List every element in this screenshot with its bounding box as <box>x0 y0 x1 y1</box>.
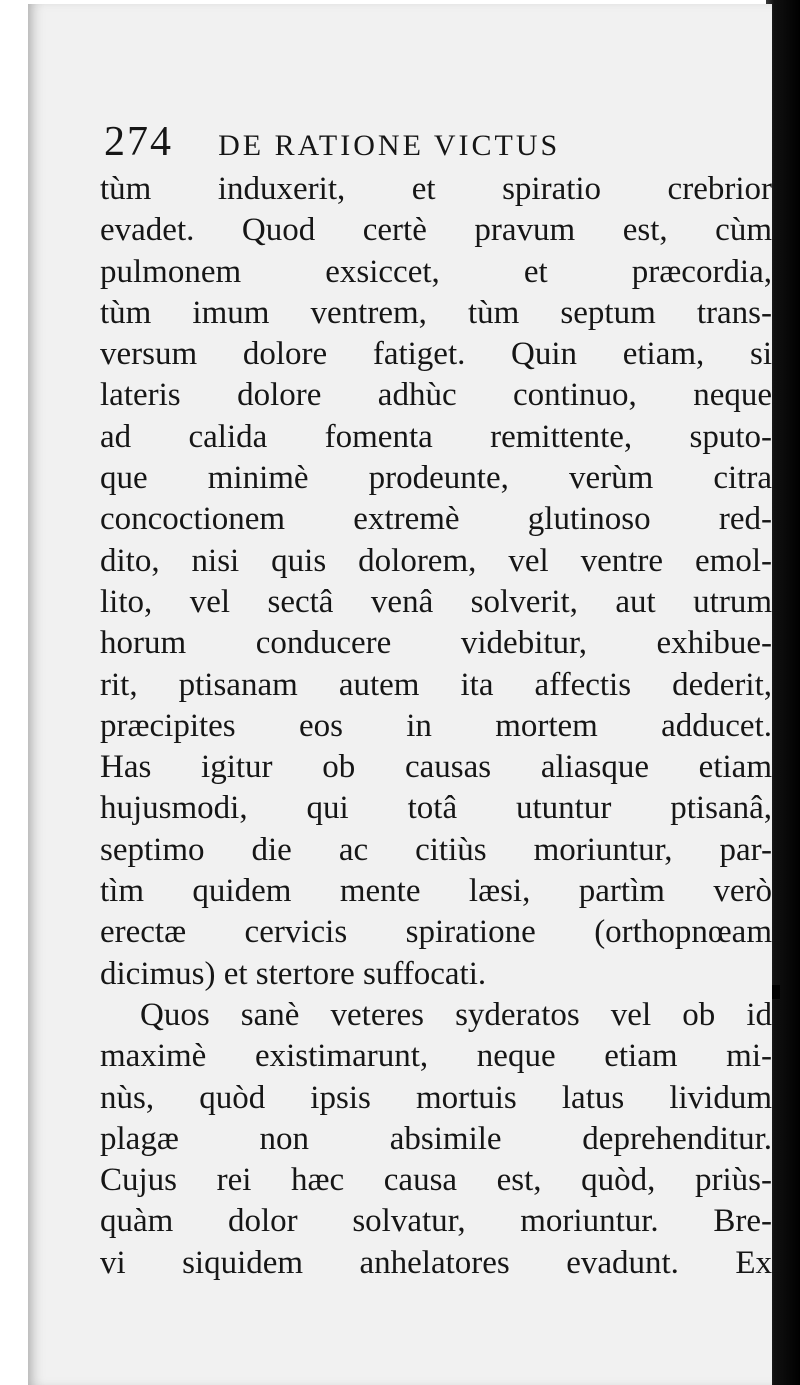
text-line: evadet. Quod certè pravum est, cùm <box>100 212 772 249</box>
text-line: lateris dolore adhùc continuo, neque <box>100 377 772 414</box>
text-line: dicimus) et stertore suffocati. <box>100 955 487 992</box>
paragraph-1 <box>100 169 772 995</box>
text-line: præcipites eos in mortem adducet. <box>100 707 772 744</box>
text-line: lito, vel sectâ venâ solverit, aut utrum <box>100 583 772 620</box>
text-line: quàm dolor solvatur, moriuntur. Bre- <box>100 1203 772 1240</box>
text-line: Quos sanè veteres syderatos vel ob id <box>140 996 772 1033</box>
text-line: vi siquidem anhelatores evadunt. Ex <box>100 1244 772 1281</box>
text-line: dito, nisi quis dolorem, vel ventre emol- <box>100 542 772 579</box>
text-line: septimo die ac citiùs moriuntur, par- <box>100 831 772 868</box>
text-line: plagæ non absimile deprehenditur. <box>100 1120 772 1157</box>
page-number: 274 <box>104 119 173 165</box>
running-head <box>104 118 724 168</box>
text-line: horum conducere videbitur, exhibue- <box>100 625 772 662</box>
text-line: tùm imum ventrem, tùm septum trans- <box>100 294 772 331</box>
text-line: versum dolore fatiget. Quin etiam, si <box>100 336 772 373</box>
text-line: hujusmodi, qui totâ utuntur ptisanâ, <box>100 790 772 827</box>
text-line: pulmonem exsiccet, et præcordia, <box>100 253 772 290</box>
body-text <box>100 169 772 1284</box>
running-title: DE RATIONE VICTUS <box>218 129 561 162</box>
text-line: maximè existimarunt, neque etiam mi- <box>100 1038 772 1075</box>
text-line: nùs, quòd ipsis mortuis latus lividum <box>100 1079 772 1116</box>
text-line: erectæ cervicis spiratione (orthopnœam <box>100 914 772 951</box>
text-line: tùm induxerit, et spiratio crebrior <box>100 171 772 207</box>
text-line: rit, ptisanam autem ita affectis dederit, <box>100 666 772 703</box>
text-line: Cujus rei hæc causa est, quòd, priùs- <box>100 1162 772 1199</box>
book-page <box>28 4 772 1385</box>
text-line: tìm quidem mente læsi, partìm verò <box>100 873 772 910</box>
text-line: concoctionem extremè glutinoso red- <box>100 501 772 538</box>
text-line: ad calida fomenta remittente, sputo- <box>100 418 772 455</box>
text-line: Has igitur ob causas aliasque etiam <box>100 749 772 786</box>
text-line: que minimè prodeunte, verùm citra <box>100 460 772 497</box>
paragraph-2 <box>100 995 772 1284</box>
